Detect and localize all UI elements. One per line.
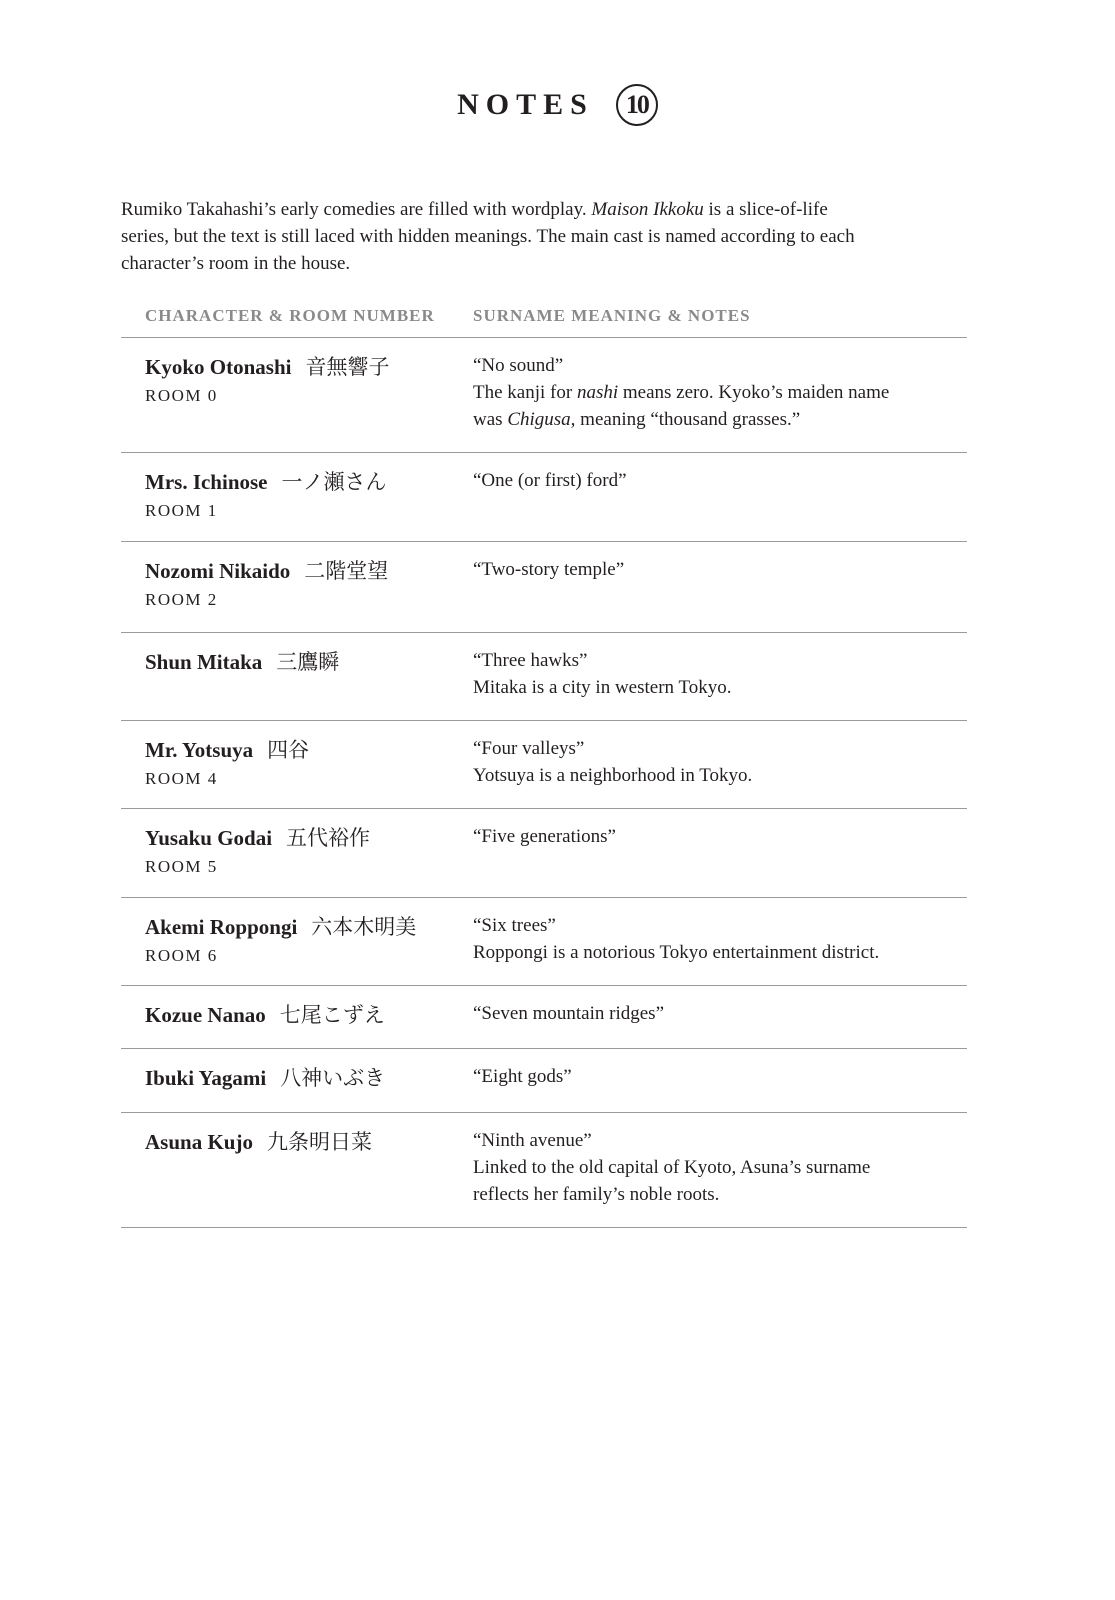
character-name-text: Ibuki Yagami <box>145 1066 267 1090</box>
meaning-cell <box>473 721 967 808</box>
character-cell <box>121 1113 473 1227</box>
surname-meaning: “Ninth avenue” <box>473 1130 592 1151</box>
meaning-cell <box>473 1113 967 1227</box>
character-kanji: 七尾こずえ <box>279 1003 385 1027</box>
character-name <box>145 1127 473 1157</box>
table-row <box>121 633 967 721</box>
surname-meaning: “No sound” <box>473 355 564 376</box>
text-run: series, but the text is still laced with hidden meanings. The main cast is named according to each <box>121 226 855 247</box>
character-name-text: Shun Mitaka <box>145 650 263 674</box>
character-kanji: 五代裕作 <box>286 826 371 850</box>
meaning-cell <box>473 986 967 1048</box>
surname-meaning: “Three hawks” <box>473 650 588 671</box>
character-name-text: Asuna Kujo <box>145 1130 253 1154</box>
intro-line <box>121 196 941 223</box>
character-cell <box>121 898 473 985</box>
column-header-character: CHARACTER & ROOM NUMBER <box>145 306 435 325</box>
italic-text: Chigusa, <box>507 409 576 430</box>
surname-note <box>473 379 967 406</box>
table-row <box>121 338 967 453</box>
surname-meaning: “Four valleys” <box>473 738 585 759</box>
text-run: Rumiko Takahashi’s early comedies are filled with wordplay. <box>121 199 592 220</box>
meaning-cell <box>473 809 967 897</box>
character-kanji: 音無響子 <box>305 355 390 379</box>
character-kanji: 八神いぶき <box>280 1066 386 1090</box>
table-row <box>121 453 967 542</box>
character-name <box>145 647 473 677</box>
character-cell <box>121 542 473 632</box>
table-row <box>121 898 967 986</box>
italic-text: Maison Ikkoku <box>591 199 704 220</box>
meaning-cell <box>473 633 967 720</box>
character-name <box>145 1063 473 1093</box>
character-name <box>145 352 473 382</box>
character-kanji: 三鷹瞬 <box>276 650 340 674</box>
text-run: is a slice-of-life <box>703 199 828 220</box>
character-name-text: Akemi Roppongi <box>145 915 298 939</box>
character-name-text: Yusaku Godai <box>145 826 273 850</box>
column-header-meaning: SURNAME MEANING & NOTES <box>473 306 751 325</box>
meaning-cell <box>473 1049 967 1112</box>
room-number: ROOM 6 <box>145 946 218 965</box>
character-name-text: Kyoko Otonashi <box>145 355 292 379</box>
text-run: Roppongi is a notorious Tokyo entertainment district. <box>473 942 880 963</box>
room-number: ROOM 1 <box>145 501 218 520</box>
text-run: Yotsuya is a neighborhood in Tokyo. <box>473 765 753 786</box>
character-cell <box>121 721 473 808</box>
text-run: reflects her family’s noble roots. <box>473 1184 720 1205</box>
intro-paragraph <box>121 196 941 277</box>
character-name <box>145 735 473 765</box>
character-kanji: 二階堂望 <box>304 559 389 583</box>
text-run: meaning “thousand grasses.” <box>575 409 801 430</box>
character-name-text: Kozue Nanao <box>145 1003 266 1027</box>
character-name <box>145 467 473 497</box>
character-cell <box>121 633 473 720</box>
character-kanji: 四谷 <box>267 738 310 762</box>
room-number: ROOM 4 <box>145 769 218 788</box>
character-cell <box>121 453 473 541</box>
surname-meaning: “Two-story temple” <box>473 559 625 580</box>
room-number: ROOM 0 <box>145 386 218 405</box>
surname-note <box>473 1154 967 1181</box>
surname-note <box>473 939 967 966</box>
table-row <box>121 809 967 898</box>
character-name-text: Nozomi Nikaido <box>145 559 291 583</box>
meaning-cell <box>473 898 967 985</box>
table-row <box>121 986 967 1049</box>
surname-note <box>473 762 967 789</box>
character-cell <box>121 809 473 897</box>
surname-meaning: “Six trees” <box>473 915 556 936</box>
table-row <box>121 721 967 809</box>
character-name-text: Mr. Yotsuya <box>145 738 254 762</box>
chapter-number-badge: 10 <box>616 84 658 126</box>
surname-note <box>473 674 967 701</box>
meaning-cell <box>473 542 967 632</box>
text-run: means zero. Kyoko’s maiden name <box>618 382 890 403</box>
meaning-cell <box>473 453 967 541</box>
character-name-text: Mrs. Ichinose <box>145 470 268 494</box>
room-number: ROOM 2 <box>145 590 218 609</box>
meaning-cell <box>473 338 967 452</box>
text-run: Mitaka is a city in western Tokyo. <box>473 677 732 698</box>
table-row <box>121 1049 967 1113</box>
surname-note <box>473 1181 967 1208</box>
character-name <box>145 1000 473 1030</box>
text-run: character’s room in the house. <box>121 253 351 274</box>
character-name <box>145 556 473 586</box>
names-table <box>121 302 967 1228</box>
text-run: The kanji for <box>473 382 577 403</box>
page-title: NOTES <box>457 88 594 121</box>
character-cell <box>121 338 473 452</box>
table-body <box>121 338 967 1228</box>
room-number: ROOM 5 <box>145 857 218 876</box>
character-kanji: 一ノ瀬さん <box>281 470 387 494</box>
intro-line <box>121 223 941 250</box>
surname-note <box>473 406 967 433</box>
intro-line <box>121 250 941 277</box>
italic-text: nashi <box>576 382 619 403</box>
character-cell <box>121 1049 473 1112</box>
table-row <box>121 1113 967 1228</box>
character-kanji: 六本木明美 <box>311 915 417 939</box>
character-name <box>145 912 473 942</box>
character-cell <box>121 986 473 1048</box>
surname-meaning: “Five generations” <box>473 826 616 847</box>
page-header <box>0 84 1115 126</box>
character-name <box>145 823 473 853</box>
surname-meaning: “Seven mountain ridges” <box>473 1003 665 1024</box>
text-run: was <box>473 409 508 430</box>
table-header <box>121 302 967 338</box>
text-run: Linked to the old capital of Kyoto, Asuna’s surname <box>473 1157 871 1178</box>
surname-meaning: “One (or first) ford” <box>473 470 627 491</box>
table-row <box>121 542 967 633</box>
surname-meaning: “Eight gods” <box>473 1066 572 1087</box>
character-kanji: 九条明日菜 <box>266 1130 372 1154</box>
